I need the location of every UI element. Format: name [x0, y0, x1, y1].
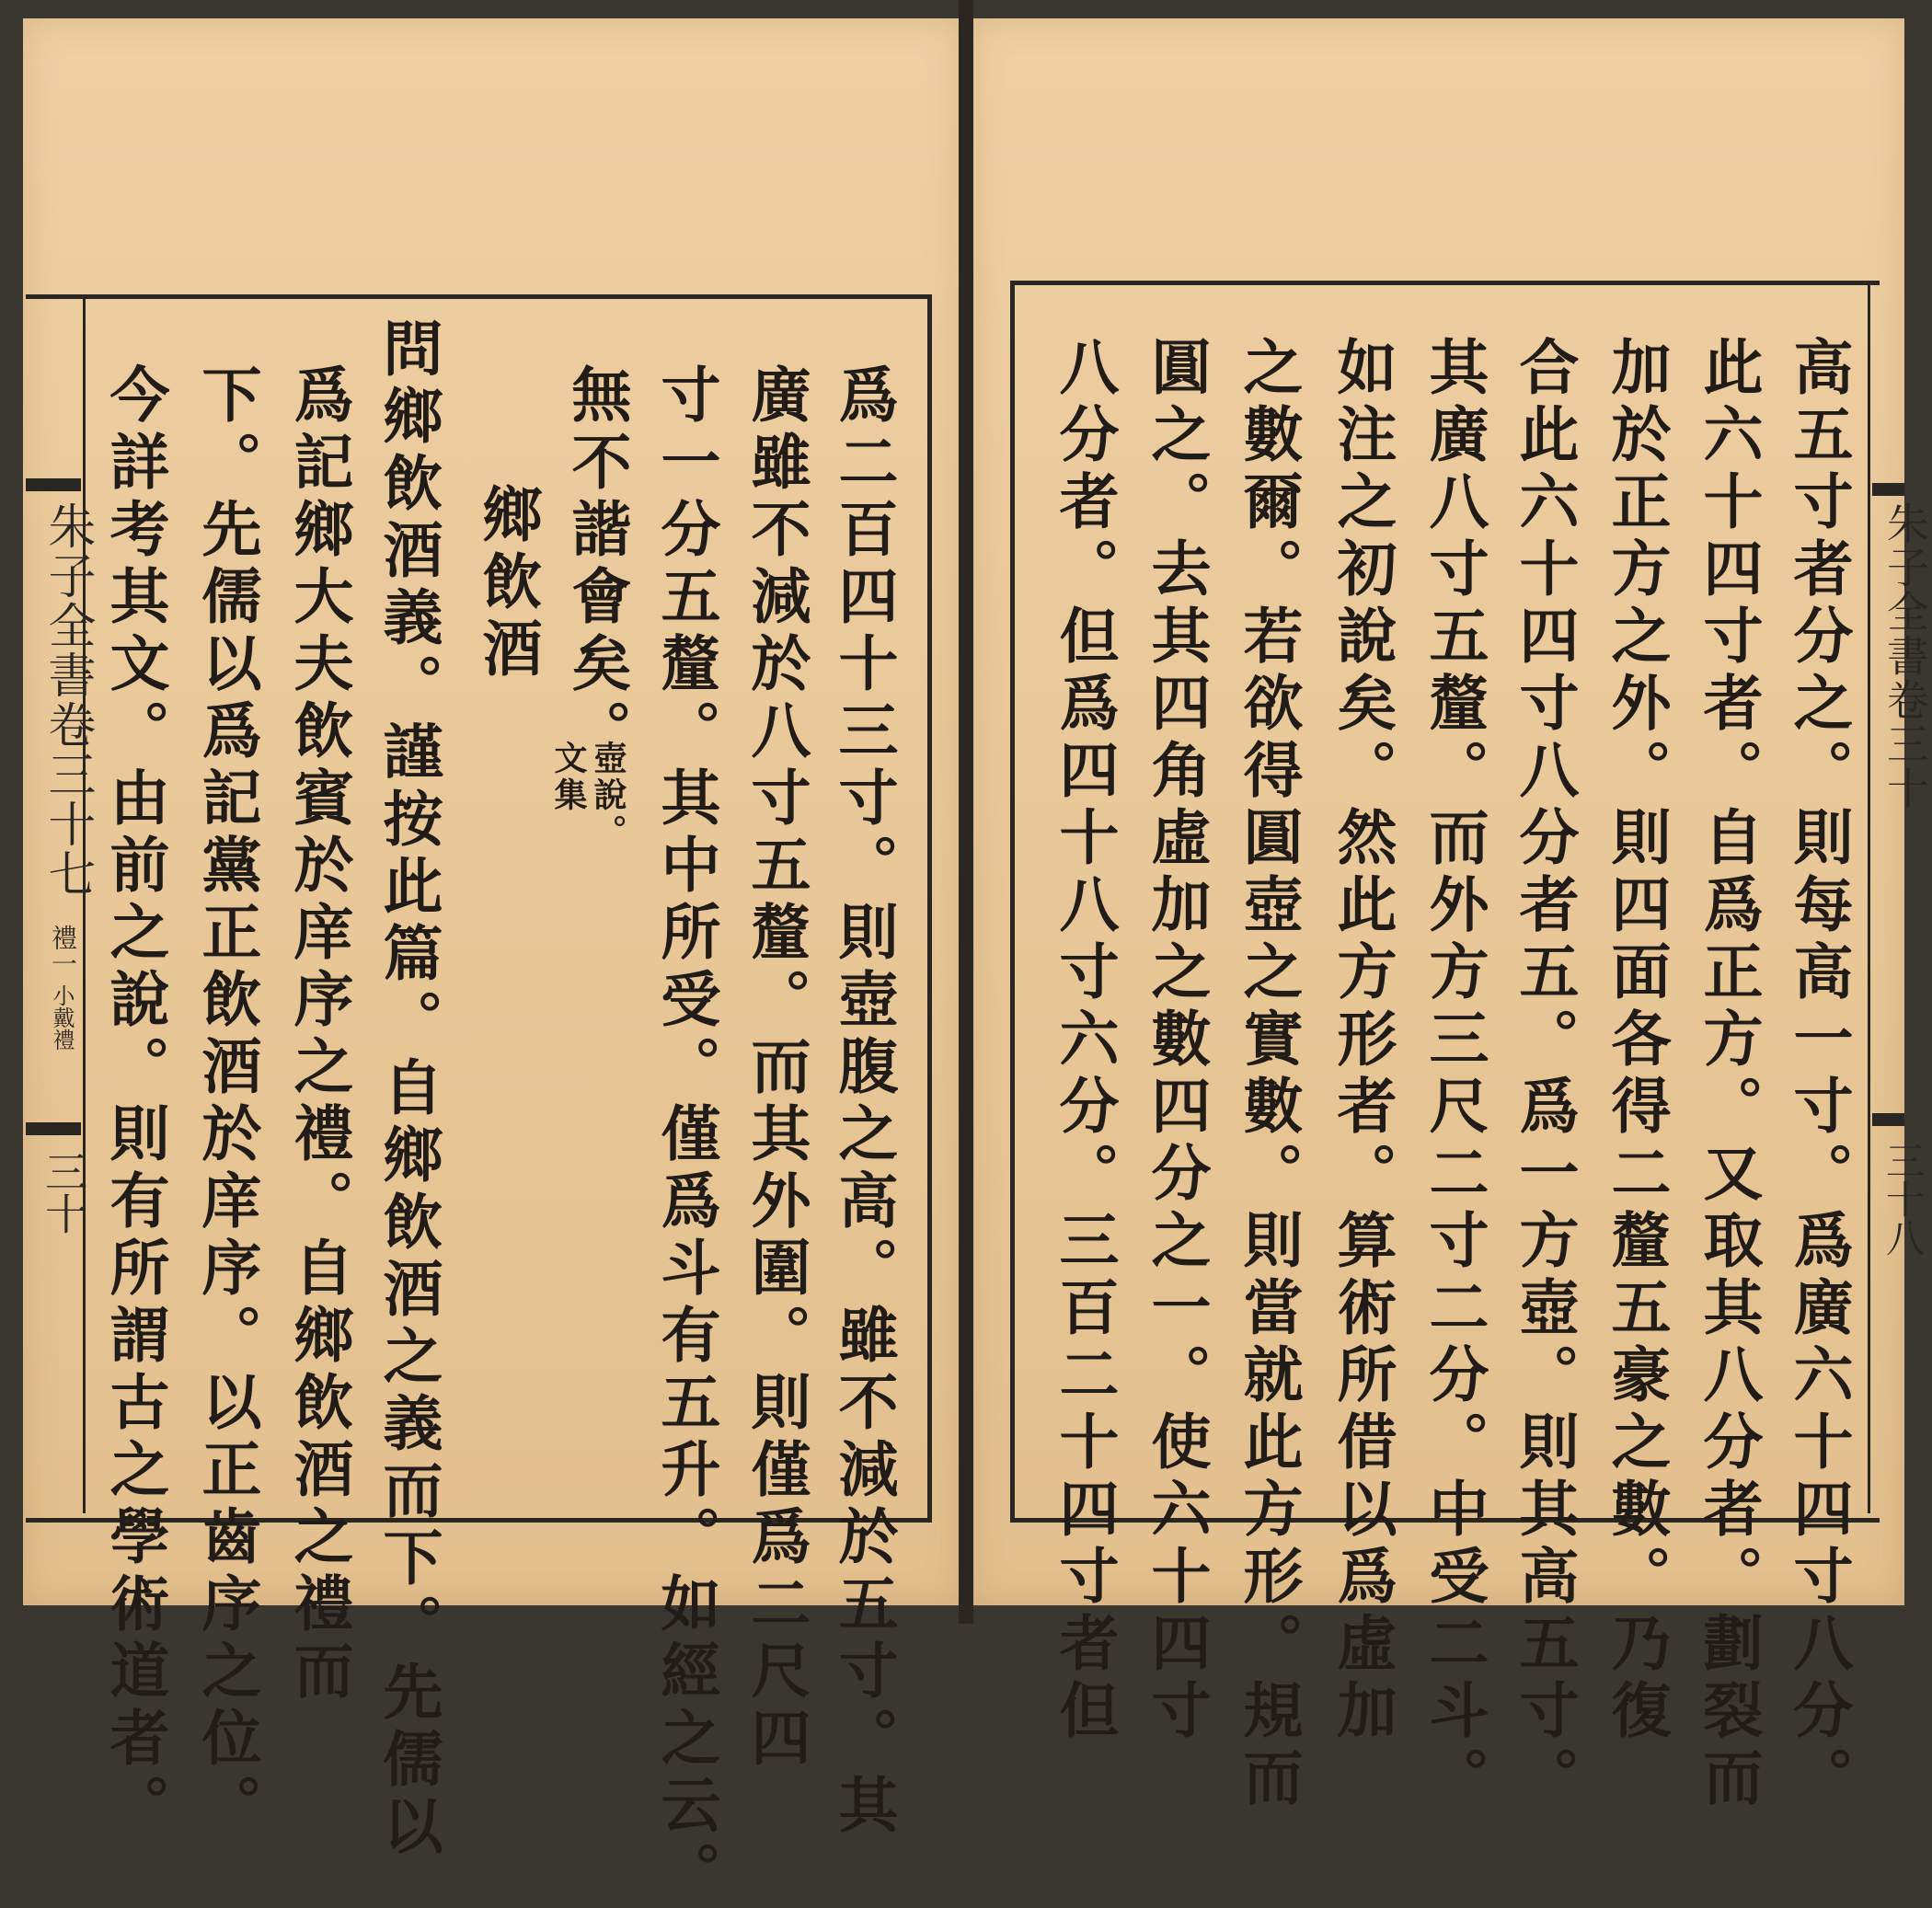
right-column-1: 高五寸者分之。則每高一寸。爲廣六十四寸八分。 [1783, 336, 1853, 1813]
left-column-3: 寸一分五釐。其中所受。僅爲斗有五升。如經之云。 [650, 363, 720, 1908]
right-column-9: 八分者。但爲四十八寸六分。三百二十四寸者但 [1049, 336, 1119, 1746]
right-column-8: 圓之。去其四角虛加之數四分之一。使六十四寸 [1141, 336, 1211, 1746]
right-banxin-rule [1868, 285, 1870, 1513]
left-column-6: 問鄉飲酒義。謹按此篇。自鄉飲酒之義而下。先儒以 [373, 317, 443, 1862]
left-column-7: 爲記鄉大夫飲賓於庠序之禮。自鄉飲酒之禮而 [283, 363, 353, 1707]
left-note-wen-ji: 文集 [549, 741, 588, 814]
left-column-1: 爲二百四十三寸。則壺腹之高。雖不減於五寸。其 [828, 363, 898, 1841]
left-margin-title: 朱子全書卷三十七 [40, 501, 95, 899]
left-column-9: 今詳考其文。由前之說。則有所謂古之學術道者。 [99, 363, 169, 1841]
right-column-7: 之數爾。若欲得圓壺之實數。則當就此方形。規而 [1233, 336, 1303, 1813]
left-column-section-heading: 鄉飲酒 [472, 483, 542, 684]
left-note-hu-shuo: 壺說。 [589, 741, 627, 851]
left-margin-section: 禮一 [48, 925, 78, 976]
book-gutter [959, 0, 973, 1624]
right-margin-folio: 三十八 [1880, 1141, 1926, 1257]
right-column-2: 此六十四寸者。自爲正方。又取其八分者。劃裂而 [1693, 336, 1763, 1813]
left-margin-sub: 小戴禮 [49, 984, 75, 1051]
right-margin-title: 朱子全書卷三十 [1880, 501, 1930, 810]
right-column-3: 加於正方之外。則四面各得二釐五豪之數。乃復 [1601, 336, 1671, 1746]
left-banxin-rule [83, 299, 86, 1513]
right-column-4: 合此六十四寸八分者五。爲一方壺。則其高五寸。 [1509, 336, 1579, 1813]
right-fishtail-upper [1872, 483, 1904, 496]
right-column-6: 如注之初說矣。然此方形者。算術所借以爲虛加 [1327, 336, 1397, 1746]
left-margin-folio: 三十 [39, 1150, 88, 1235]
right-column-5: 其廣八寸五釐。而外方三尺二寸二分。中受二斗。 [1419, 336, 1489, 1813]
left-fishtail-lower [26, 1122, 81, 1135]
right-fishtail-lower [1872, 1113, 1904, 1126]
left-column-2: 廣雖不減於八寸五釐。而其外圍。則僅爲二尺四 [741, 363, 811, 1774]
left-column-8: 下。先儒以爲記黨正飲酒於庠序。以正齒序之位。 [191, 363, 261, 1841]
left-column-4: 無不諧會矣。 [561, 363, 631, 766]
left-fishtail-upper [26, 478, 81, 491]
